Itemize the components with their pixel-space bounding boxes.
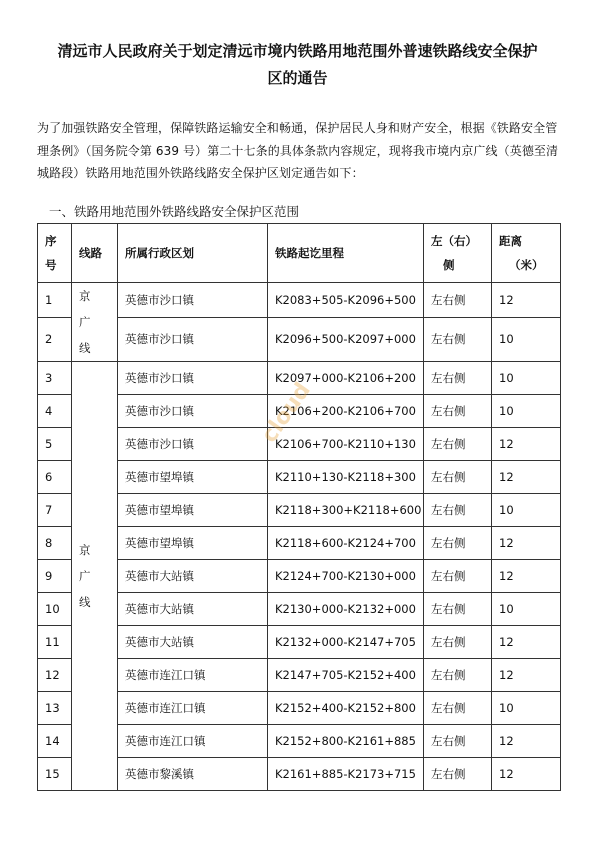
cell-distance: 10 xyxy=(492,692,561,725)
cell-side: 左右侧 xyxy=(424,317,492,361)
cell-district: 英德市大站镇 xyxy=(118,626,268,659)
cell-no: 12 xyxy=(38,659,72,692)
cell-distance: 12 xyxy=(492,527,561,560)
cell-no: 9 xyxy=(38,560,72,593)
cell-district: 英德市望埠镇 xyxy=(118,527,268,560)
cell-mileage: K2106+700-K2110+130 xyxy=(268,428,424,461)
cell-district: 英德市望埠镇 xyxy=(118,461,268,494)
cell-no: 1 xyxy=(38,283,72,318)
table-row xyxy=(38,362,561,395)
cell-side: 左右侧 xyxy=(424,725,492,758)
cell-no: 10 xyxy=(38,593,72,626)
cell-mileage: K2152+800-K2161+885 xyxy=(268,725,424,758)
cell-district: 英德市黎溪镇 xyxy=(118,758,268,791)
title-line-2: 区的通告 xyxy=(267,69,328,87)
cell-side: 左右侧 xyxy=(424,758,492,791)
cell-district: 英德市沙口镇 xyxy=(118,362,268,395)
cell-distance: 10 xyxy=(492,317,561,361)
line-char: 广 xyxy=(79,315,91,329)
section-heading: 一、铁路用地范围外铁路线路安全保护区范围 xyxy=(49,204,300,219)
line-char: 线 xyxy=(79,341,91,355)
line-char: 京 xyxy=(79,543,91,557)
cell-distance: 12 xyxy=(492,659,561,692)
cell-district: 英德市沙口镇 xyxy=(118,317,268,361)
header-distance xyxy=(492,224,561,283)
cell-mileage: K2110+130-K2118+300 xyxy=(268,461,424,494)
cell-mileage: K2118+300+K2118+600 xyxy=(268,494,424,527)
cell-district: 英德市大站镇 xyxy=(118,560,268,593)
cell-mileage: K2152+400-K2152+800 xyxy=(268,692,424,725)
cell-distance: 12 xyxy=(492,461,561,494)
cell-distance: 10 xyxy=(492,494,561,527)
cell-mileage: K2130+000-K2132+000 xyxy=(268,593,424,626)
cell-mileage: K2132+000-K2147+705 xyxy=(268,626,424,659)
line-char: 广 xyxy=(79,569,91,583)
cell-side: 左右侧 xyxy=(424,659,492,692)
watermark-logo: cloud xyxy=(256,378,316,448)
cell-no: 8 xyxy=(38,527,72,560)
cell-mileage: K2124+700-K2130+000 xyxy=(268,560,424,593)
header-seq xyxy=(38,224,72,283)
cell-no: 5 xyxy=(38,428,72,461)
header-dist-b: （米） xyxy=(509,258,544,272)
cell-distance: 10 xyxy=(492,395,561,428)
cell-distance: 10 xyxy=(492,362,561,395)
cell-distance: 12 xyxy=(492,560,561,593)
title-line-1: 清远市人民政府关于划定清远市境内铁路用地范围外普速铁路线安全保护 xyxy=(57,42,538,60)
header-district: 所属行政区划 xyxy=(118,224,268,283)
cell-no: 7 xyxy=(38,494,72,527)
cell-no: 4 xyxy=(38,395,72,428)
cell-no: 6 xyxy=(38,461,72,494)
cell-mileage: K2106+200-K2106+700 xyxy=(268,395,424,428)
header-side xyxy=(424,224,492,283)
cell-mileage: K2096+500-K2097+000 xyxy=(268,317,424,361)
cell-side: 左右侧 xyxy=(424,461,492,494)
cell-distance: 12 xyxy=(492,725,561,758)
cell-mileage: K2083+505-K2096+500 xyxy=(268,283,424,318)
cell-side: 左右侧 xyxy=(424,283,492,318)
header-side-b: 侧 xyxy=(443,258,455,272)
table-header-row xyxy=(38,224,561,283)
cell-distance: 12 xyxy=(492,758,561,791)
header-seq-a: 序 xyxy=(45,234,57,248)
cell-no: 2 xyxy=(38,317,72,361)
cell-distance: 12 xyxy=(492,626,561,659)
cell-mileage: K2147+705-K2152+400 xyxy=(268,659,424,692)
cell-mileage: K2118+600-K2124+700 xyxy=(268,527,424,560)
header-mileage: 铁路起讫里程 xyxy=(268,224,424,283)
cell-district: 英德市望埠镇 xyxy=(118,494,268,527)
table-row xyxy=(38,283,561,318)
cell-side: 左右侧 xyxy=(424,395,492,428)
header-seq-b: 号 xyxy=(45,258,57,272)
cell-side: 左右侧 xyxy=(424,593,492,626)
cell-distance: 12 xyxy=(492,283,561,318)
protection-zone-table xyxy=(37,223,561,791)
cell-no: 3 xyxy=(38,362,72,395)
line-char: 线 xyxy=(79,595,91,609)
cell-line-group-1 xyxy=(72,283,118,362)
cell-district: 英德市连江口镇 xyxy=(118,725,268,758)
cell-side: 左右侧 xyxy=(424,692,492,725)
cell-district: 英德市沙口镇 xyxy=(118,283,268,318)
header-side-a: 左（右） xyxy=(431,234,477,248)
intro-paragraph: 为了加强铁路安全管理，保障铁路运输安全和畅通，保护居民人身和财产安全，根据《铁路安全管理条例》（国务院令第 639 号）第二十七条的具体条款内容规定，现将我市境内京广线（英德至清城路段）铁路用地范围外铁路线路安全保护区划定通告如下： xyxy=(37,121,559,180)
document-title xyxy=(30,38,565,92)
cell-side: 左右侧 xyxy=(424,527,492,560)
cell-district: 英德市大站镇 xyxy=(118,593,268,626)
cell-mileage: K2097+000-K2106+200 xyxy=(268,362,424,395)
header-line: 线路 xyxy=(72,224,118,283)
header-dist-a: 距离 xyxy=(499,234,522,248)
cell-line-group-2 xyxy=(72,362,118,791)
cell-side: 左右侧 xyxy=(424,362,492,395)
cell-district: 英德市沙口镇 xyxy=(118,428,268,461)
cell-district: 英德市连江口镇 xyxy=(118,692,268,725)
cell-side: 左右侧 xyxy=(424,428,492,461)
cell-mileage: K2161+885-K2173+715 xyxy=(268,758,424,791)
cell-distance: 10 xyxy=(492,593,561,626)
cell-no: 14 xyxy=(38,725,72,758)
cell-no: 15 xyxy=(38,758,72,791)
cell-no: 11 xyxy=(38,626,72,659)
cell-district: 英德市连江口镇 xyxy=(118,659,268,692)
cell-no: 13 xyxy=(38,692,72,725)
cell-side: 左右侧 xyxy=(424,560,492,593)
cell-district: 英德市沙口镇 xyxy=(118,395,268,428)
cell-distance: 12 xyxy=(492,428,561,461)
cell-side: 左右侧 xyxy=(424,494,492,527)
cell-side: 左右侧 xyxy=(424,626,492,659)
line-char: 京 xyxy=(79,289,91,303)
